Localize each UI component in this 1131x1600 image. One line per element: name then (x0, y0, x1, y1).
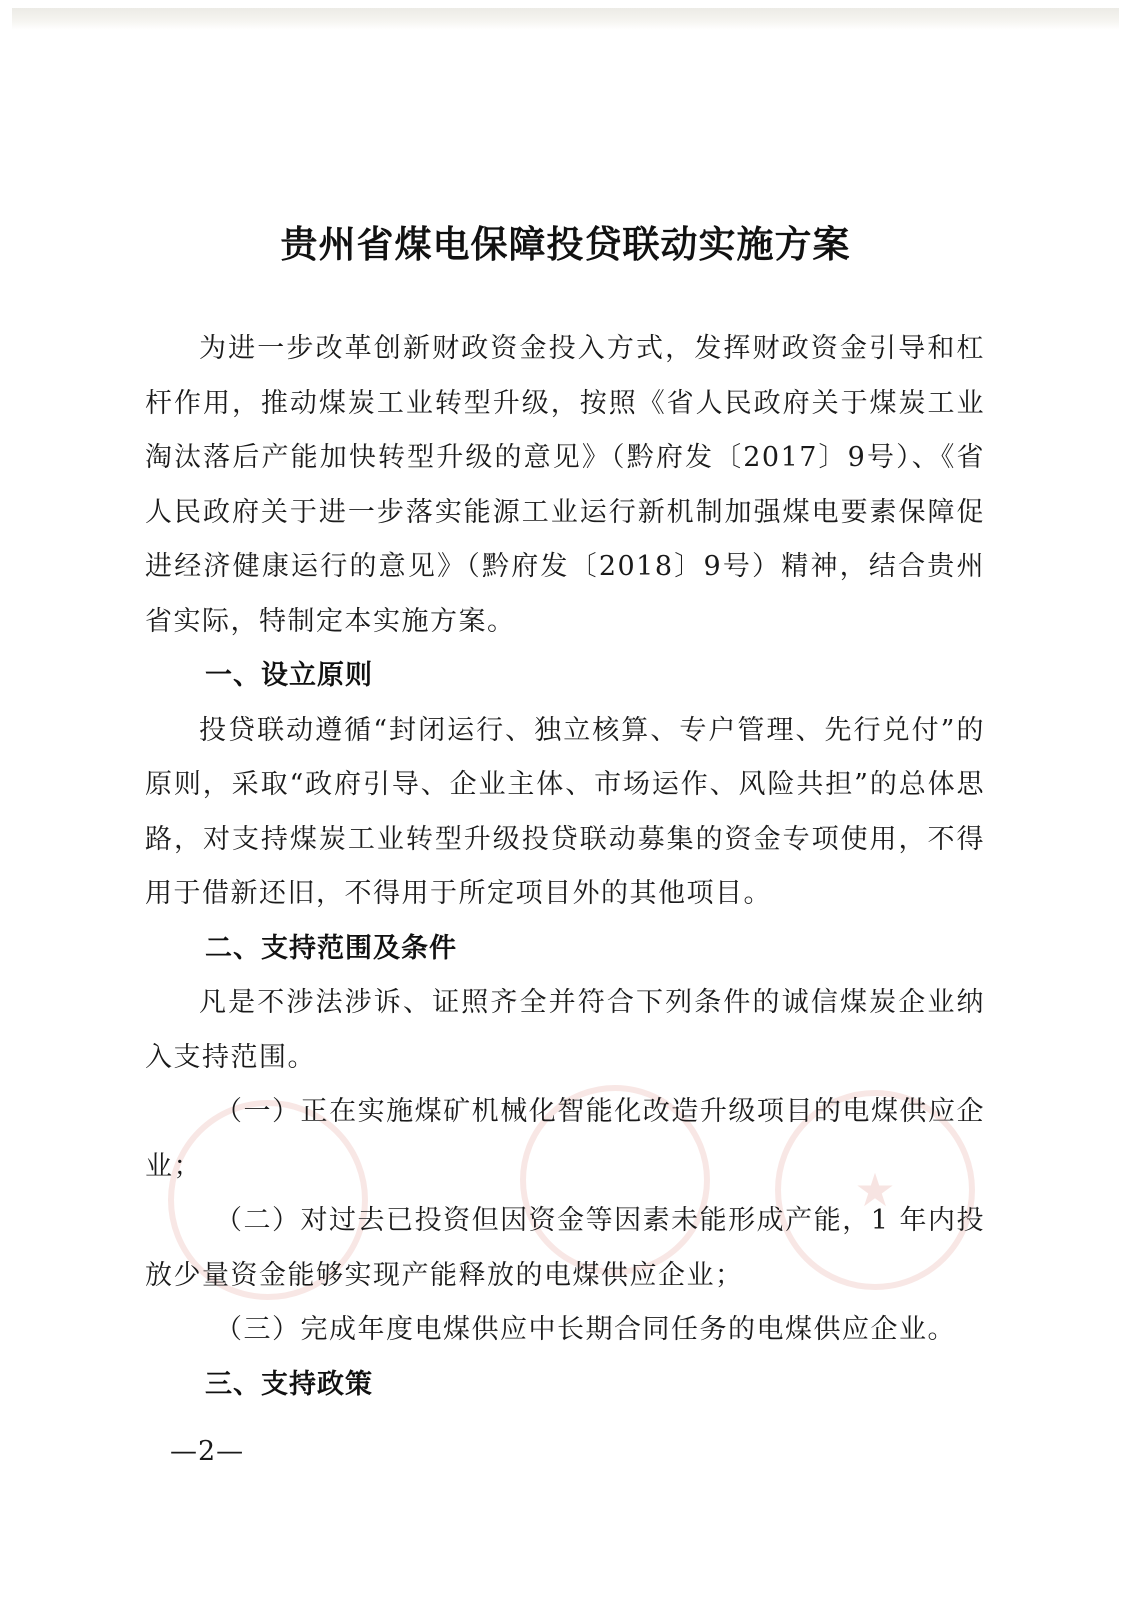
section-heading-scope: 二、支持范围及条件 (205, 932, 457, 964)
seal-star-icon: ★ (854, 1163, 896, 1217)
document-title: 贵州省煤电保障投贷联动实施方案 (280, 223, 851, 266)
scope-item: （三）完成年度电煤供应中长期合同任务的电煤供应企业。 (215, 1314, 956, 1345)
scope-item: （二）对过去已投资但因资金等因素未能形成产能，1 年内投放少量资金能够实现产能释放的电煤供应企业； (145, 1205, 985, 1291)
scope-item: （一）正在实施煤矿机械化智能化改造升级项目的电煤供应企业； (145, 1096, 985, 1182)
section-heading-policy: 三、支持政策 (205, 1368, 373, 1400)
page-number: —2— (170, 1436, 245, 1467)
section-heading-principles: 一、设立原则 (205, 660, 373, 691)
scope-paragraph: 凡是不涉法涉诉、证照齐全并符合下列条件的诚信煤炭企业纳入支持范围。 (145, 987, 985, 1073)
intro-paragraph: 为进一步改革创新财政资金投入方式，发挥财政资金引导和杠杆作用，推动煤炭工业转型升级，按照《省人民政府关于煤炭工业淘汰落后产能加快转型升级的意见》（黔府发〔2017〕9号）、《省人民政府关于进一步落实能源工业运行新机制加强煤电要素保障促进经济健康运行的意见》（黔府发〔2018〕9号）精神，结合贵州省实际，特制定本实施方案。 (145, 333, 985, 637)
principles-paragraph: 投贷联动遵循“封闭运行、独立核算、专户管理、先行兑付”的原则，采取“政府引导、企业主体、市场运作、风险共担”的总体思路，对支持煤炭工业转型升级投贷联动募集的资金专项使用，不得用于借新还旧，不得用于所定项目外的其他项目。 (145, 714, 985, 909)
document-body (145, 322, 985, 1412)
scan-edge (12, 8, 1119, 30)
